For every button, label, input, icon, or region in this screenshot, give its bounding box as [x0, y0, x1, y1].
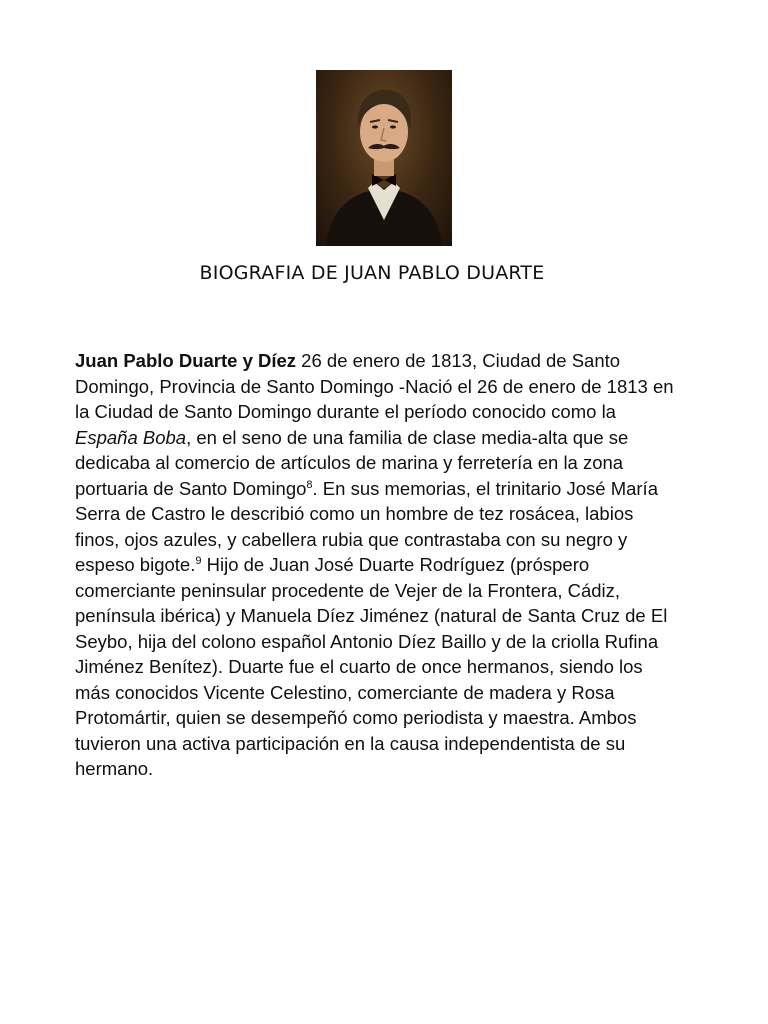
- footnote-ref-8[interactable]: 8: [306, 478, 313, 491]
- italic-term: España Boba: [75, 426, 187, 448]
- paragraph-text-4: Hijo de Juan José Duarte Rodríguez (próspero comerciante peninsular procedente de Vejer de la Frontera, Cádiz, península ibérica) y Manuela Díez Jiménez (natural de Santa Cruz de El Seybo, hija del colono español Antonio Díez Baillo y de la criolla Rufina Jiménez Benítez). Duarte fue el cuarto de once hermanos, siendo los más conocidos Vicente Celestino, comerciante de madera y Rosa Protomártir, quien se desempeñó como periodista y maestra. Ambos tuvieron una activa participación en la causa independentista de su hermano.: [75, 554, 668, 779]
- paragraph-text-2: , en el seno de una familia de clase media-alta que se dedicaba al comercio de artículos de marina y ferretería en la zona portuaria de Santo Domingo: [75, 426, 629, 499]
- portrait-image: [316, 70, 452, 246]
- portrait-icon: [316, 70, 452, 246]
- footnote-ref-9[interactable]: 9: [195, 554, 202, 567]
- biography-paragraph: [75, 348, 675, 782]
- subject-name: Juan Pablo Duarte y Díez: [75, 350, 297, 371]
- paragraph-text-3: . En sus memorias, el trinitario José María Serra de Castro le describió como un hombre de tez rosácea, labios finos, ojos azules, y cabellera rubia que contrastaba con su negro y espeso bigote.: [75, 477, 658, 575]
- paragraph-text-1: 26 de enero de 1813, Ciudad de Santo Domingo, Provincia de Santo Domingo -Nació el 26 de enero de 1813 en la Ciudad de Santo Domingo durante el período conocido como la: [75, 350, 674, 422]
- document-title: BIOGRAFIA DE JUAN PABLO DUARTE: [199, 262, 545, 284]
